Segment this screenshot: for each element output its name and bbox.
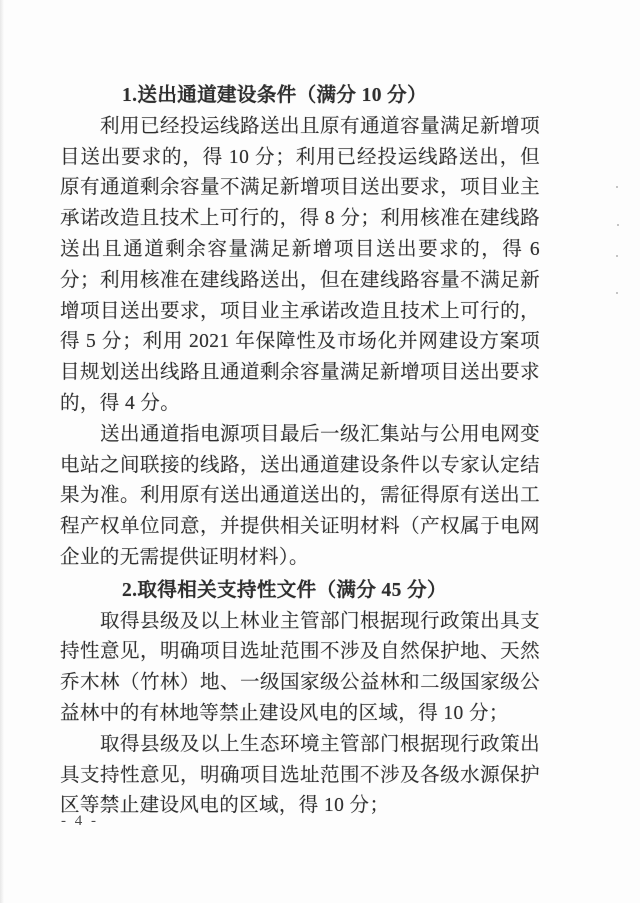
scan-speck xyxy=(616,255,618,257)
page-number: - 4 - xyxy=(61,813,99,829)
scan-edge-shadow xyxy=(0,0,4,903)
scan-speck xyxy=(616,292,618,294)
section-2-environment-paragraph: 取得县级及以上生态环境主管部门根据现行政策出具支持性意见，明确项目选址范围不涉及各级水源保护区等禁止建设风电的区域，得 10 分； xyxy=(60,733,540,817)
scan-speck xyxy=(616,186,618,188)
section-1-scoring-paragraph: 利用已经投运线路送出且原有通道容量满足新增项目送出要求的，得 10 分；利用已经投运线路送出，但原有通道剩余容量不满足新增项目送出要求，项目业主承诺改造且技术上可行的，得 8 分；利用核准在建线路送出且通道剩余容量满足新增项目送出要求的，得 6 分；利用核准在建线路送出，但在建线路容量不满足新增项目送出要求，项目业主承诺改造且技术上可行的，得 5 分；利用 2021 年保障性及市场化并网建设方案项目规划送出线路且通道剩余容量满足新增项目送出要求的，得 4 分。 xyxy=(60,115,540,414)
section-1-heading: 1.送出通道建设条件（满分 10 分） xyxy=(122,85,427,106)
scan-speck xyxy=(617,224,619,226)
document-body xyxy=(60,81,540,822)
section-2-forestry-paragraph: 取得县级及以上林业主管部门根据现行政策出具支持性意见，明确项目选址范围不涉及自然保护地、天然乔木林（竹林）地、一级国家级公益林和二级国家级公益林中的有林地等禁止建设风电的区域，得 10 分； xyxy=(60,610,540,724)
section-2-heading: 2.取得相关支持性文件（满分 45 分） xyxy=(122,579,447,601)
section-1-definition-paragraph: 送出通道指电源项目最后一级汇集站与公用电网变电站之间联接的线路，送出通道建设条件以专家认定结果为准。利用原有送出通道送出的，需征得原有送出工程产权单位同意，并提供相关证明材料（产权属于电网企业的无需提供证明材料）。 xyxy=(60,423,540,568)
